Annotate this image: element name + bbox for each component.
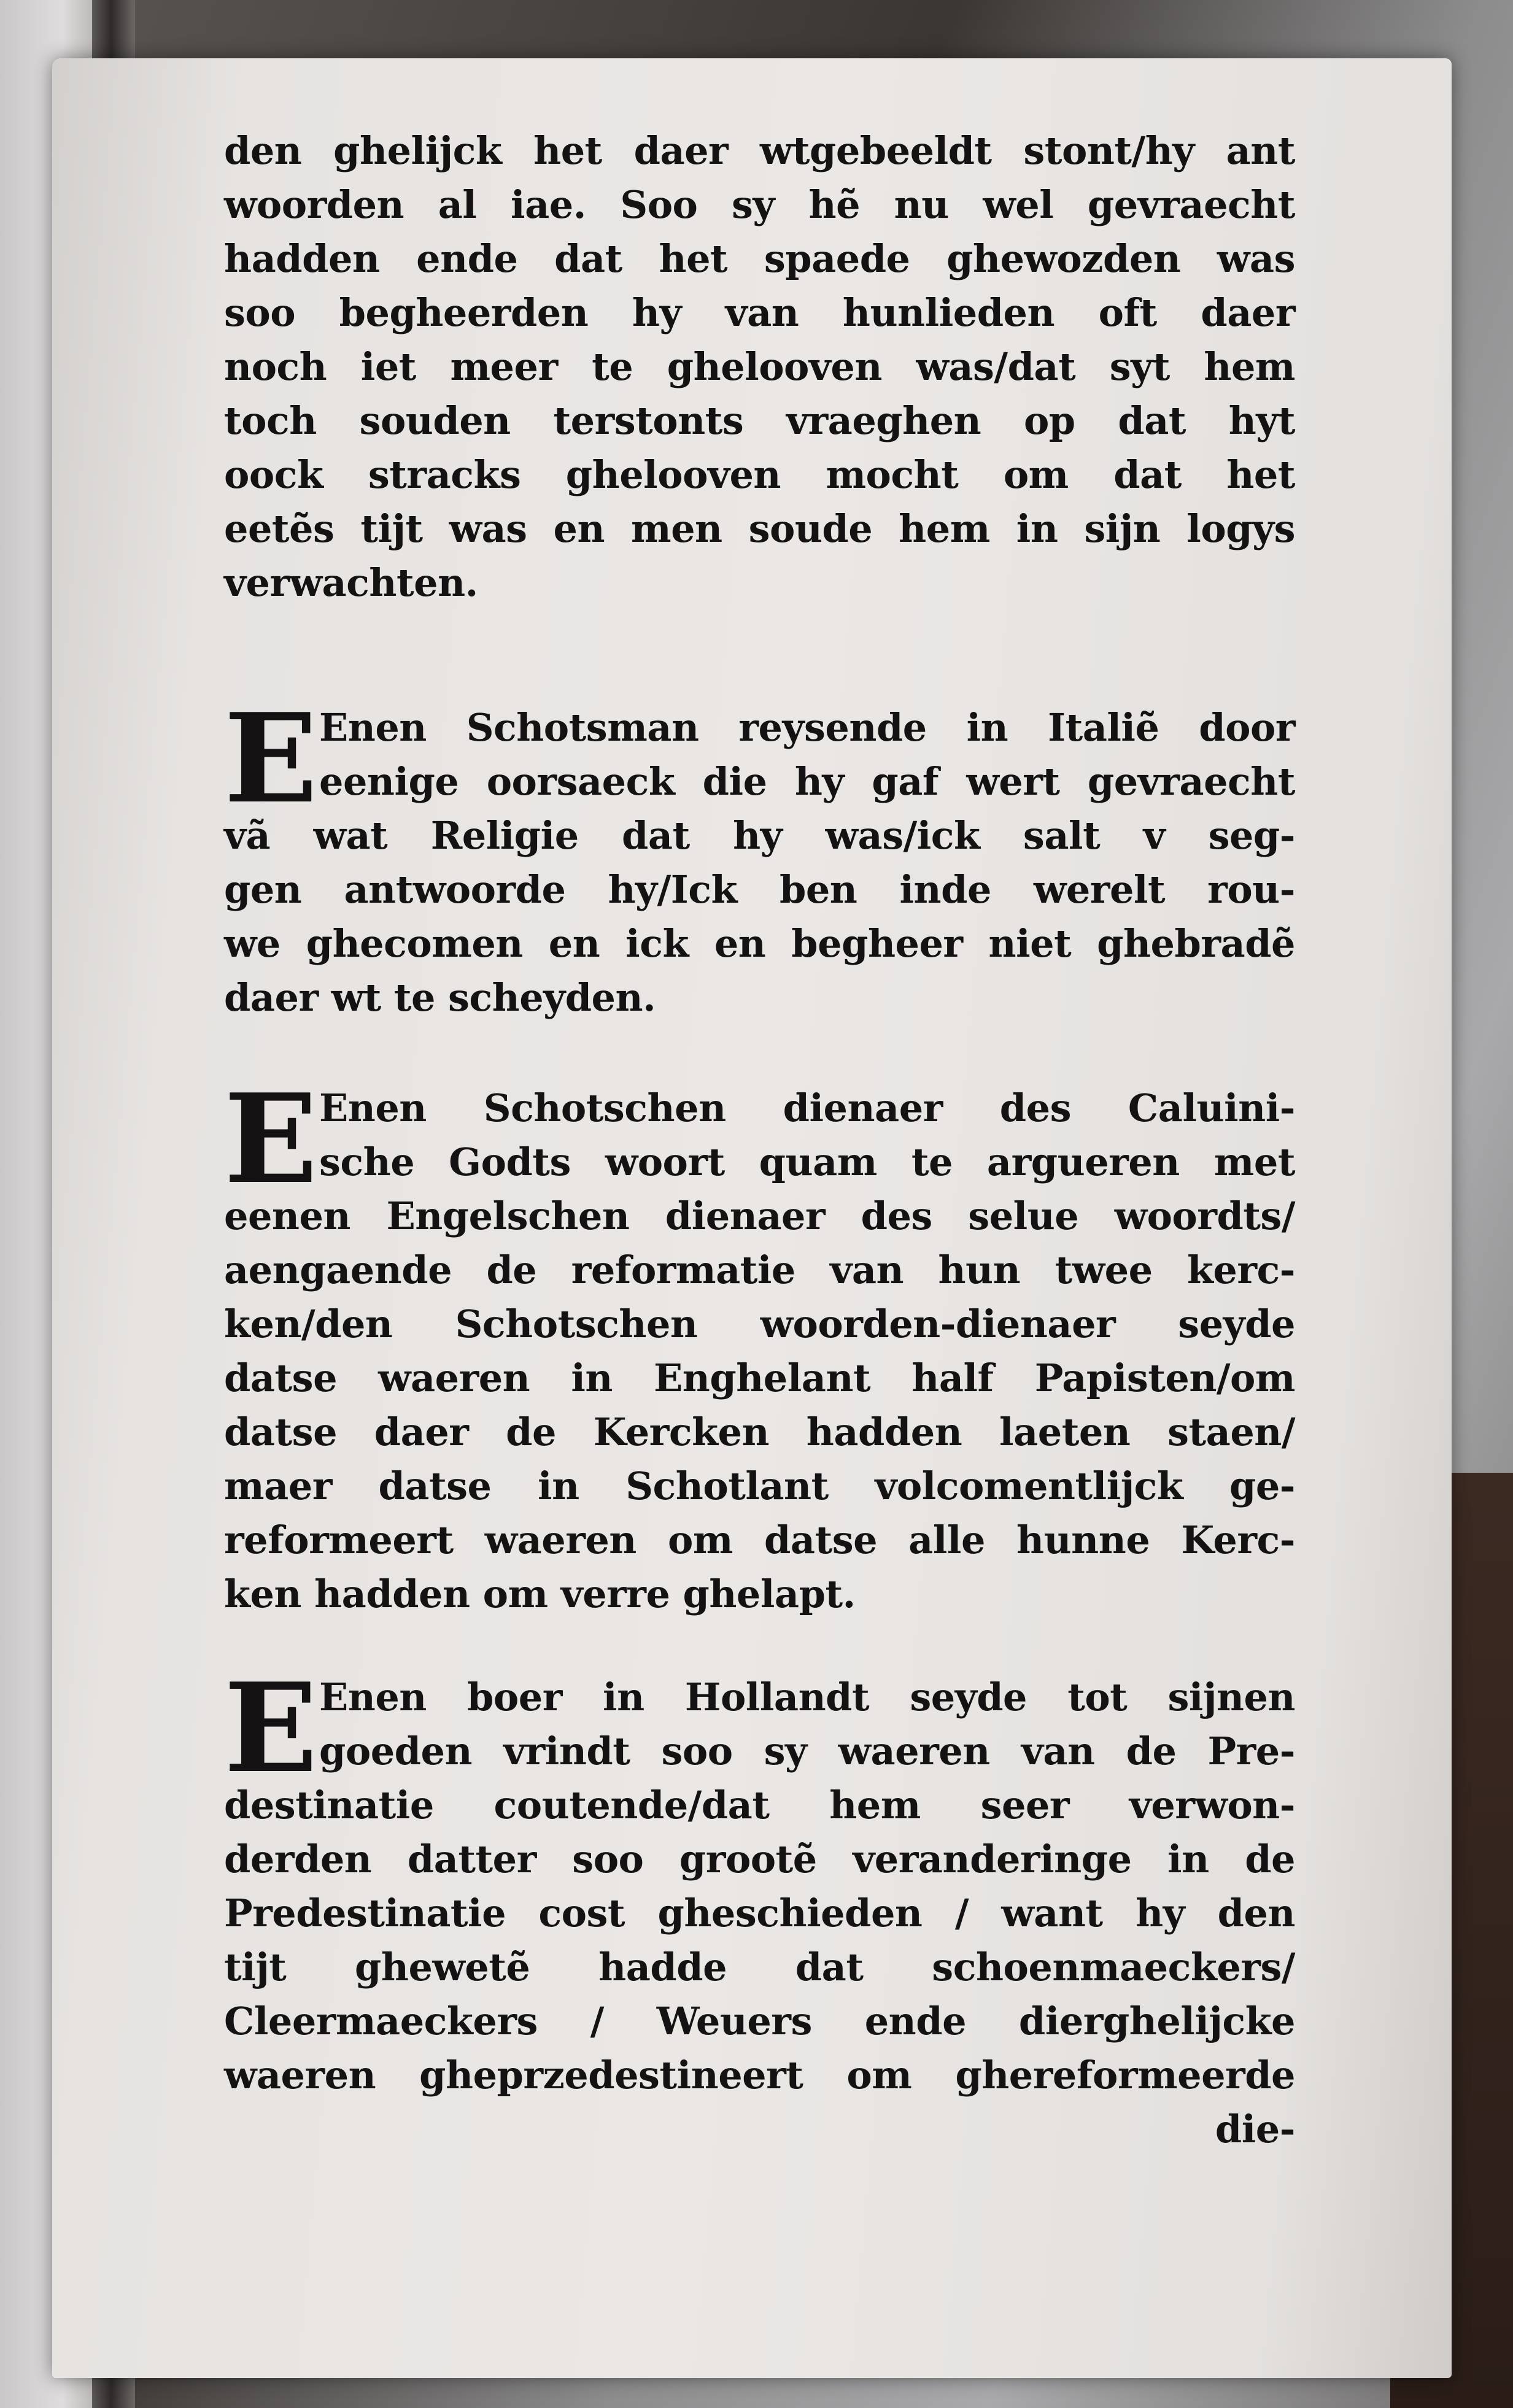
text-line: ken hadden om verre ghelapt. [224,1572,856,1616]
text-line: soo begheerden hy van hunlieden oft daer [224,290,1295,335]
text-line: derden datter soo grootẽ veranderinge in de [224,1837,1295,1881]
text-line: ken/den Schotschen woorden-dienaer seyde [224,1302,1295,1346]
text-line: tijt ghewetẽ hadde dat schoenmaeckers/ [224,1945,1295,1989]
text-line: Enen Schotschen dienaer des Caluini- [319,1086,1295,1130]
text-line: reformeert waeren om datse alle hunne Kerc- [224,1518,1295,1562]
text-line: eenige oorsaeck die hy gaf wert gevraecht [319,759,1295,804]
text-line: Enen boer in Hollandt seyde tot sijnen [319,1675,1295,1719]
text-line: eetẽs tijt was en men soude hem in sijn logys [224,506,1295,551]
catchword: die- [1215,2107,1295,2151]
text-line: daer wt te scheyden. [224,975,656,1020]
text-line: gen antwoorde hy/Ick ben inde werelt rou- [224,867,1295,912]
text-line: maer datse in Schotlant volcomentlijck ge- [224,1464,1295,1508]
text-line: we ghecomen en ick en begheer niet ghebradẽ [224,921,1295,966]
text-line: datse waeren in Enghelant half Papisten/om [224,1356,1295,1400]
text-line: waeren gheprzedestineert om ghereformeerde [224,2053,1295,2097]
drop-cap: E [224,1067,317,1211]
text-line: Cleermaeckers / Weuers ende dierghelijcke [224,1999,1295,2043]
text-line: toch souden terstonts vraeghen op dat hyt [224,398,1295,443]
text-line: goeden vrindt soo sy waeren van de Pre- [319,1729,1295,1773]
text-line: noch iet meer te ghelooven was/dat syt hem [224,344,1295,389]
text-line: aengaende de reformatie van hun twee kerc- [224,1248,1295,1292]
text-line: datse daer de Kercken hadden laeten staen/ [224,1410,1295,1454]
text-line: oock stracks ghelooven mocht om dat het [224,452,1295,497]
text-line: destinatie coutende/dat hem seer verwon- [224,1783,1295,1827]
text-line: hadden ende dat het spaede ghewozden was [224,236,1295,281]
text-line: Enen Schotsman reysende in Italiẽ door [319,705,1295,750]
text-line: vã wat Religie dat hy was/ick salt v seg- [224,813,1295,858]
text-line: eenen Engelschen dienaer des selue woordts/ [224,1194,1295,1238]
text-line: Predestinatie cost gheschieden / want hy den [224,1891,1295,1935]
text-line: den ghelijck het daer wtgebeeldt stont/hy ant [224,128,1295,173]
text-line: sche Godts woort quam te argueren met [319,1140,1295,1184]
drop-cap: E [224,1656,317,1800]
drop-cap: E [224,687,317,831]
text-line: verwachten. [224,560,478,605]
text-line: woorden al iae. Soo sy hẽ nu wel gevraecht [224,182,1295,227]
